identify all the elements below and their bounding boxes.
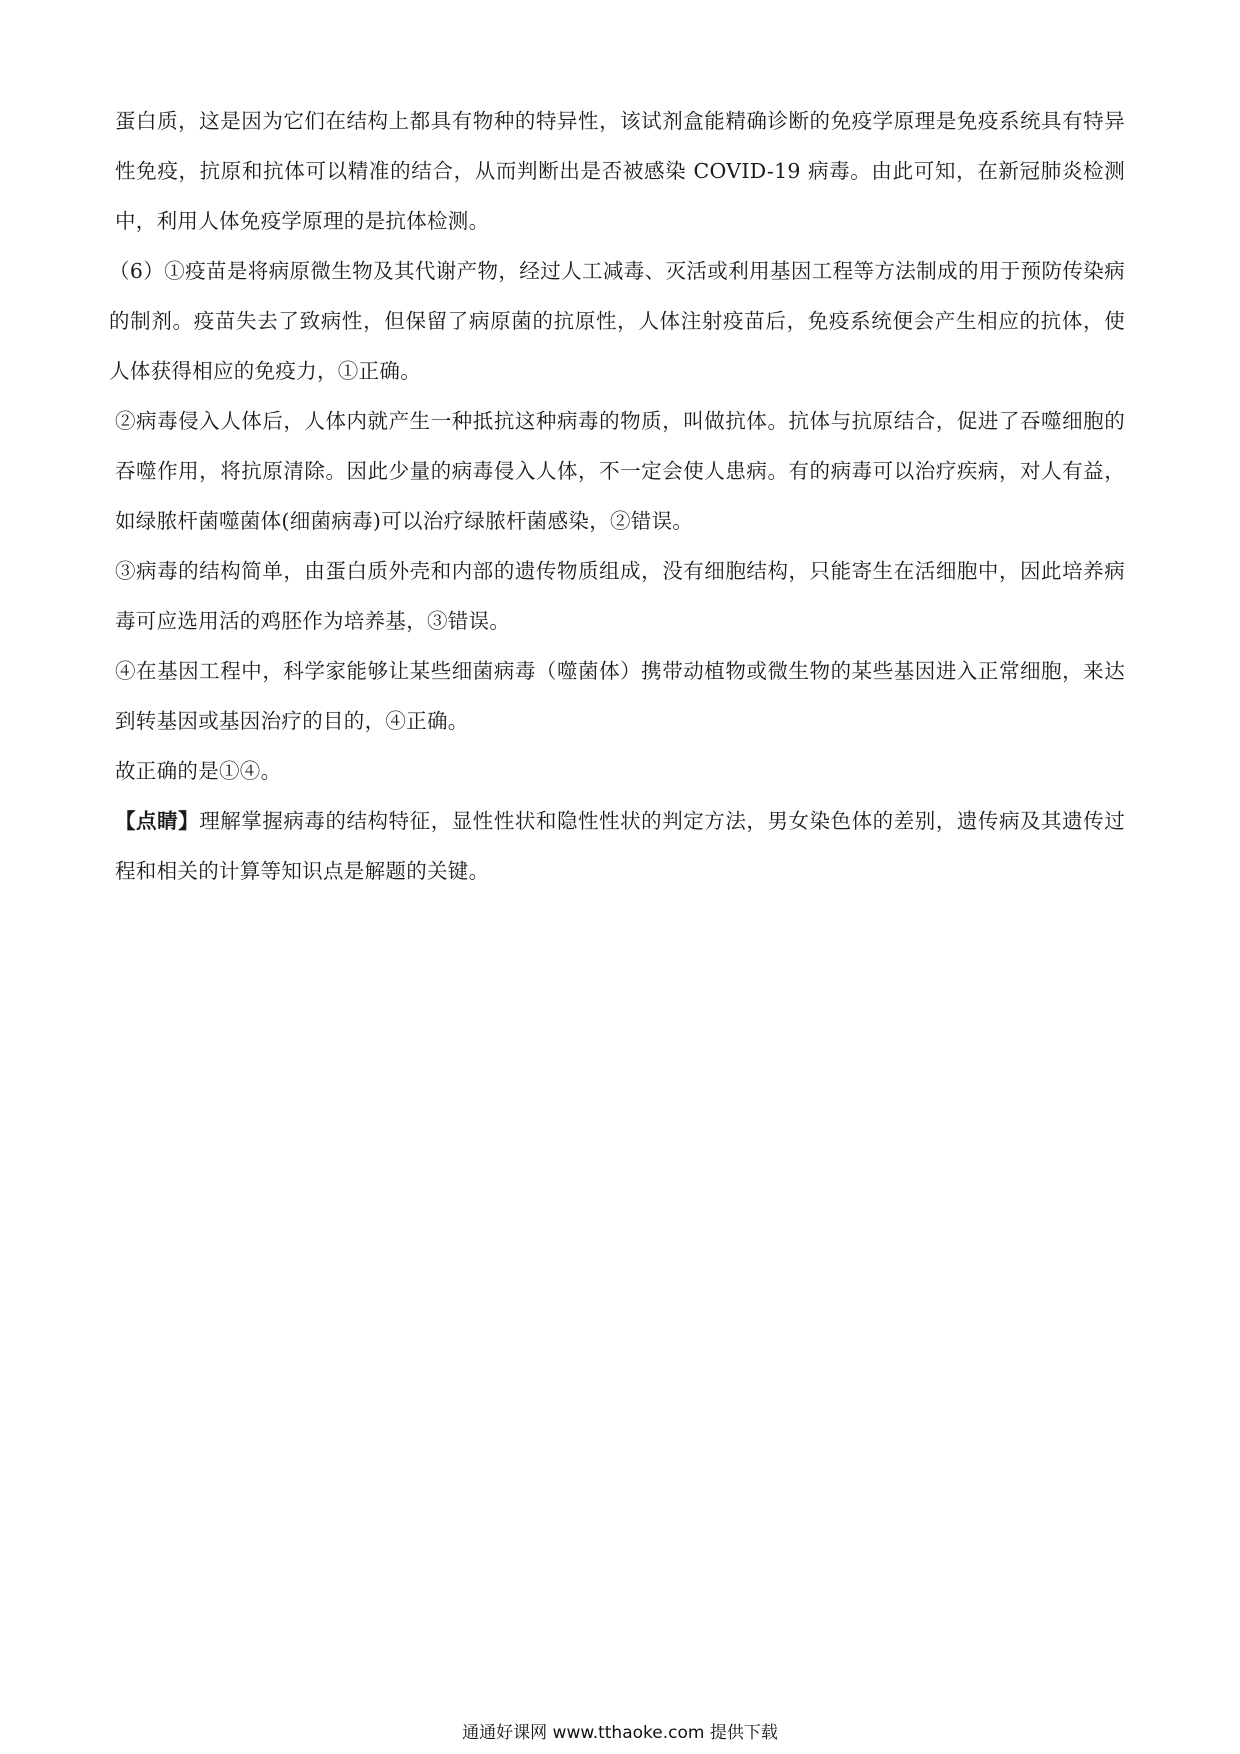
comment-text: 理解掌握病毒的结构特征，显性性状和隐性性状的判定方法，男女染色体的差别，遗传病及其遗传过程和相关的计算等知识点是解题的关键。 bbox=[115, 809, 1125, 883]
paragraph-item-3-virus-structure: ③病毒的结构简单，由蛋白质外壳和内部的遗传物质组成，没有细胞结构，只能寄生在活细胞中，因此培养病毒可应选用活的鸡胚作为培养基，③错误。 bbox=[115, 559, 1125, 633]
page-footer: 通通好课网 www.tthaoke.com 提供下载 bbox=[462, 1723, 778, 1743]
comment-paragraph bbox=[115, 796, 1125, 896]
paragraph-answer: 故正确的是①④。 bbox=[115, 759, 282, 783]
document-body bbox=[109, 96, 1125, 896]
paragraph-item-6-vaccine: （6）①疫苗是将病原微生物及其代谢产物，经过人工减毒、灭活或利用基因工程等方法制成的用于预防传染病的制剂。疫苗失去了致病性，但保留了病原菌的抗原性，人体注射疫苗后，免疫系统便会产生相应的抗体，使人体获得相应的免疫力，①正确。 bbox=[109, 259, 1125, 383]
paragraph-item-4-gene-engineering: ④在基因工程中，科学家能够让某些细菌病毒（噬菌体）携带动植物或微生物的某些基因进入正常细胞，来达到转基因或基因治疗的目的，④正确。 bbox=[115, 659, 1125, 733]
comment-label: 【点睛】 bbox=[115, 809, 200, 833]
paragraph-item-2-virus-antibody: ②病毒侵入人体后，人体内就产生一种抵抗这种病毒的物质，叫做抗体。抗体与抗原结合，促进了吞噬细胞的吞噬作用，将抗原清除。因此少量的病毒侵入人体，不一定会使人患病。有的病毒可以治疗疾病，对人有益，如绿脓杆菌噬菌体(细菌病毒)可以治疗绿脓杆菌感染，②错误。 bbox=[115, 409, 1125, 533]
paragraph-antibody-detection: 蛋白质，这是因为它们在结构上都具有物种的特异性，该试剂盒能精确诊断的免疫学原理是免疫系统具有特异性免疫，抗原和抗体可以精准的结合，从而判断出是否被感染 COVID-19 病毒。由此可知，在新冠肺炎检测中，利用人体免疫学原理的是抗体检测。 bbox=[115, 109, 1125, 233]
